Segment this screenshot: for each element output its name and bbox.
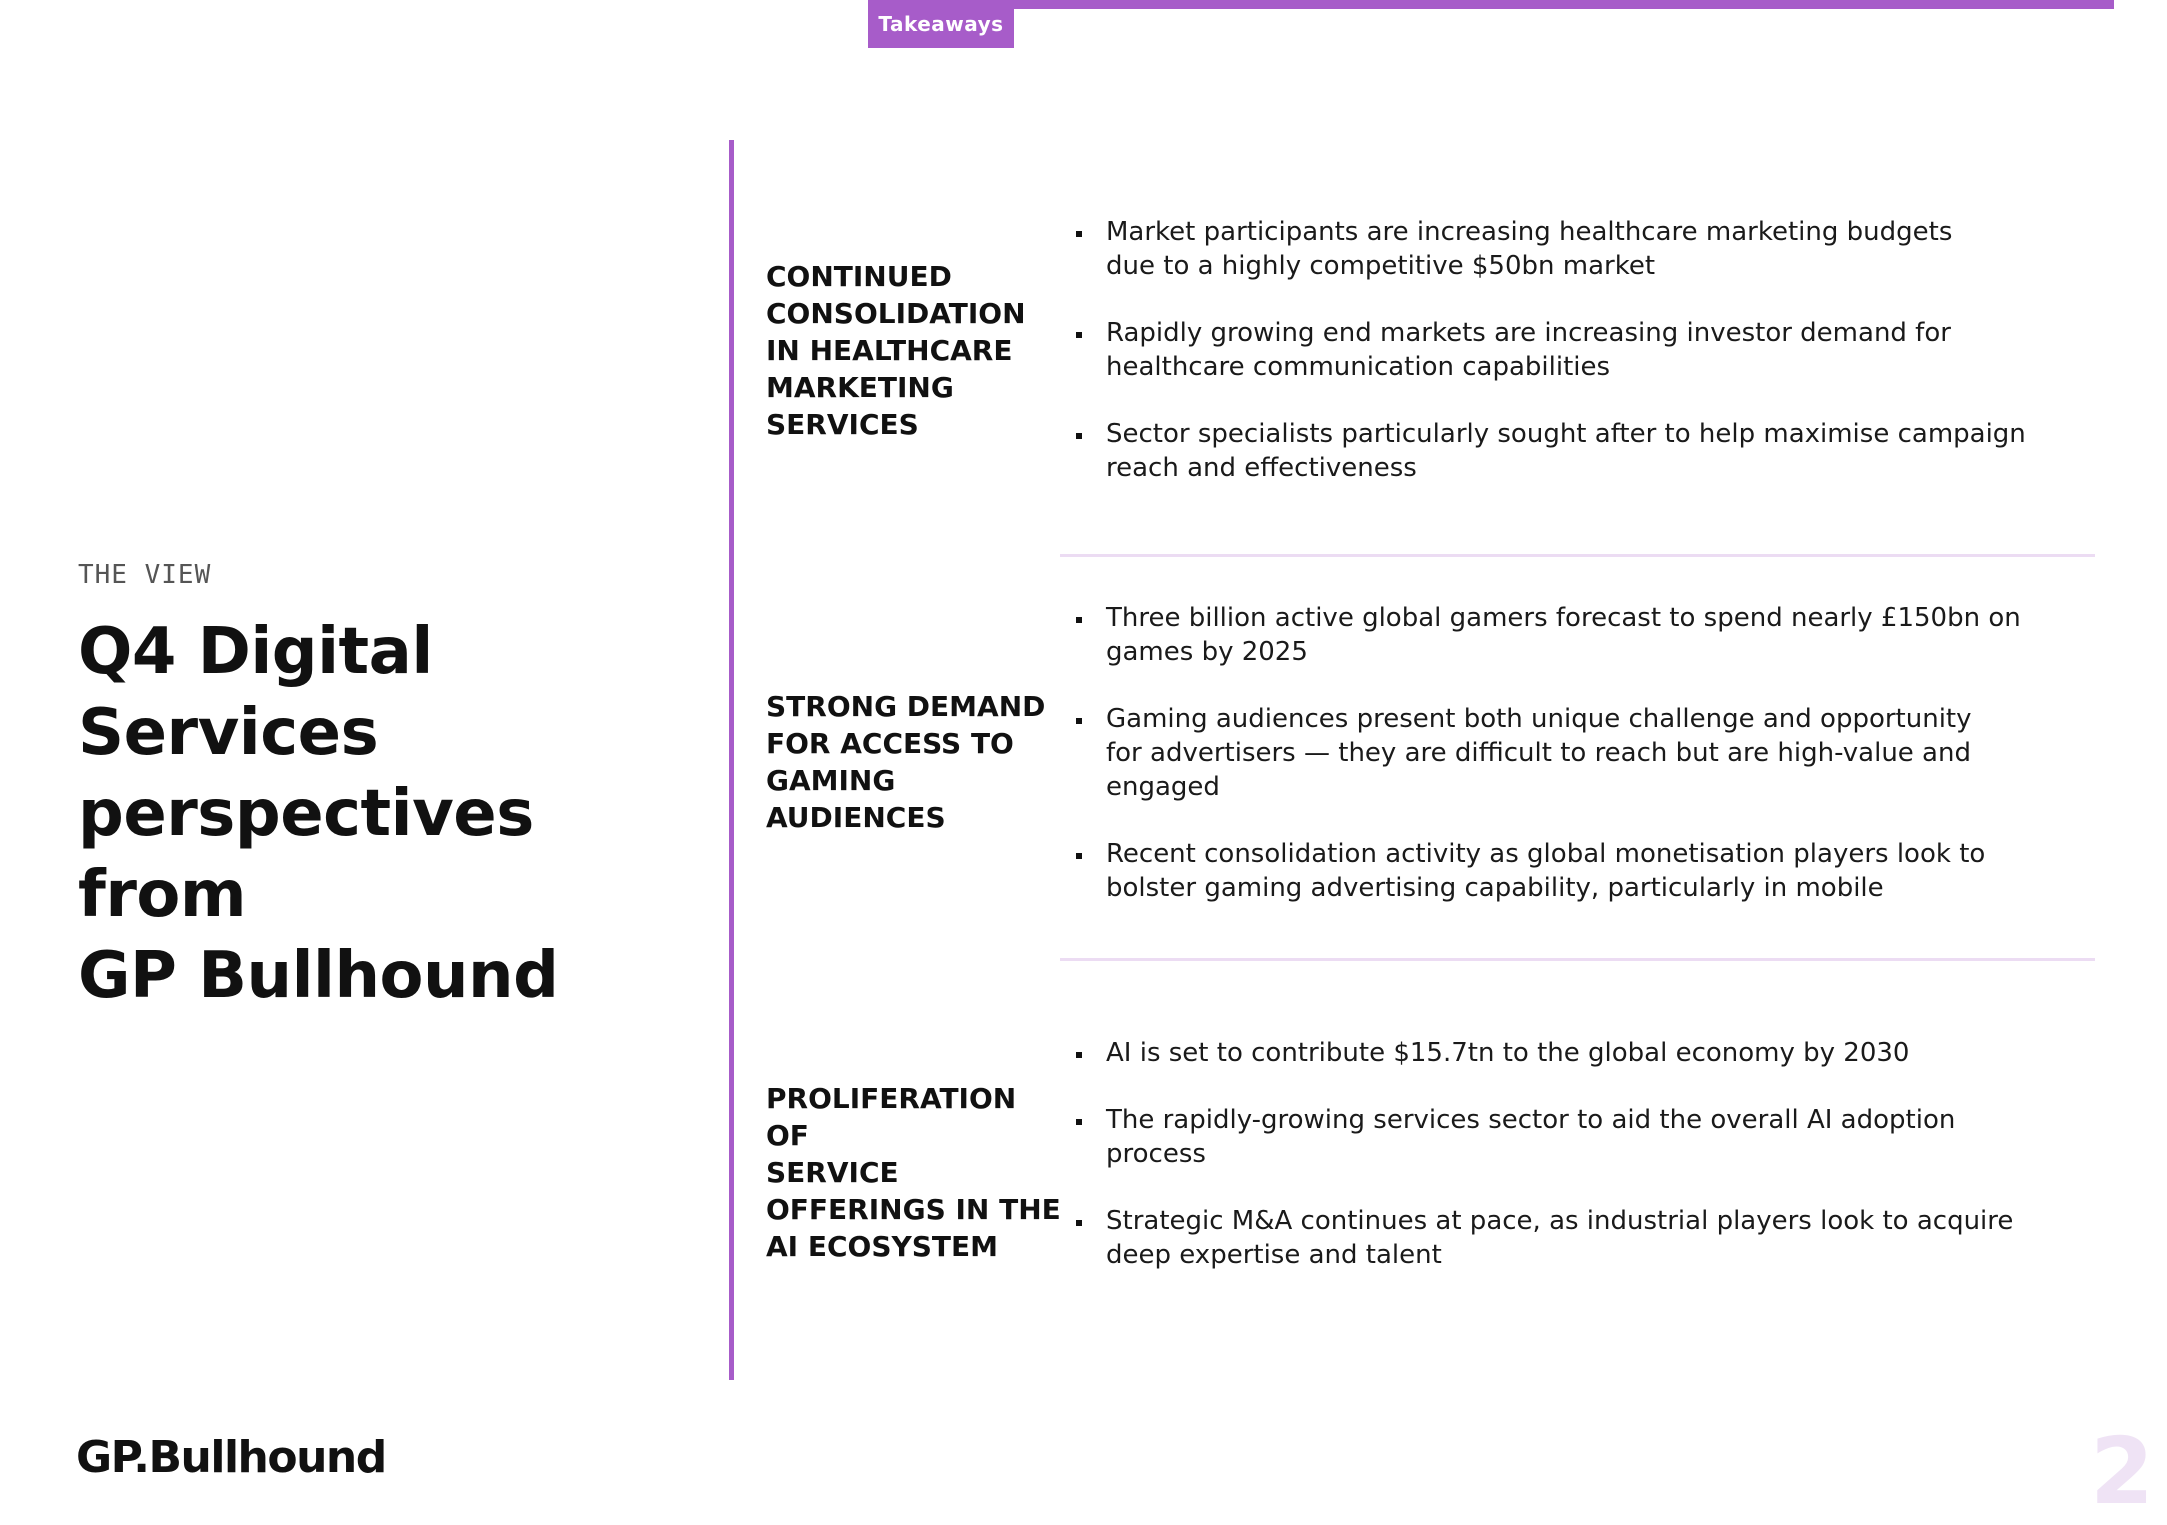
bullet-line: Gaming audiences present both unique challenge and opportunity [1106,704,1972,734]
section-heading-line: SERVICES [766,408,919,441]
bullet-icon [1076,617,1082,623]
bullet-line: deep expertise and talent [1106,1240,1442,1270]
list-item [1076,601,2106,669]
section-heading-line: STRONG DEMAND [766,690,1046,723]
bullet-icon [1076,853,1082,859]
bullet-icon [1076,332,1082,338]
top-accent-bar [868,0,2114,9]
section-heading-line: AI ECOSYSTEM [766,1230,999,1263]
page-title-line: GP Bullhound [78,939,559,1013]
section-heading-line: AUDIENCES [766,801,946,834]
title-block [78,560,718,1017]
tab-takeaways[interactable]: Takeaways [868,0,1014,48]
section-heading-line: MARKETING [766,371,954,404]
bullet-icon [1076,231,1082,237]
bullet-icon [1076,1119,1082,1125]
bullet-line: process [1106,1139,1206,1169]
bullet-line: bolster gaming advertising capability, particularly in mobile [1106,873,1884,903]
list-item [1076,702,2106,804]
section-heading-line: OFFERINGS IN THE [766,1193,1061,1226]
bullet-icon [1076,433,1082,439]
company-logo: GP.Bullhound [76,1432,386,1483]
bullet-line: reach and effectiveness [1106,453,1417,483]
page-title-line: perspectives from [78,777,534,932]
section-heading-line: FOR ACCESS TO [766,727,1014,760]
section-heading-line: GAMING [766,764,896,797]
page-number: 2 [2090,1418,2155,1525]
bullet-line: The rapidly-growing services sector to aid the overall AI adoption [1106,1105,1956,1135]
list-item [1076,1103,2106,1171]
bullet-icon [1076,718,1082,724]
section-heading [766,258,1066,443]
section-heading-line: CONSOLIDATION [766,297,1026,330]
bullet-list [1076,601,2106,905]
section-heading-line: IN HEALTHCARE [766,334,1013,367]
list-item [1076,316,2106,384]
bullet-line: games by 2025 [1106,637,1308,667]
list-item [1076,1036,2106,1070]
section-divider [1060,554,2095,557]
kicker-label: THE VIEW [78,560,212,590]
page-title [78,612,718,1017]
bullet-line: AI is set to contribute $15.7tn to the global economy by 2030 [1106,1038,1910,1068]
bullet-line: engaged [1106,772,1220,802]
bullet-line: Strategic M&A continues at pace, as industrial players look to acquire [1106,1206,2014,1236]
section-heading-line: SERVICE [766,1156,899,1189]
list-item [1076,1204,2106,1272]
section-divider [1060,958,2095,961]
section-heading-line: CONTINUED [766,260,952,293]
bullet-line: for advertisers — they are difficult to reach but are high-value and [1106,738,1971,768]
bullet-line: Sector specialists particularly sought after to help maximise campaign [1106,419,2026,449]
vertical-divider [729,140,734,1380]
bullet-line: Market participants are increasing healthcare marketing budgets [1106,217,1953,247]
bullet-line: healthcare communication capabilities [1106,352,1611,382]
section-heading [766,1080,1066,1265]
bullet-line: Rapidly growing end markets are increasing investor demand for [1106,318,1951,348]
bullet-icon [1076,1220,1082,1226]
page-title-line: Q4 Digital Services [78,615,433,770]
bullet-line: due to a highly competitive $50bn market [1106,251,1656,281]
list-item [1076,417,2106,485]
bullet-list [1076,1036,2106,1272]
list-item [1076,837,2106,905]
section-heading [766,688,1066,836]
list-item [1076,215,2106,283]
bullet-line: Recent consolidation activity as global monetisation players look to [1106,839,1986,869]
section-heading-line: PROLIFERATION OF [766,1082,1017,1152]
bullet-line: Three billion active global gamers forecast to spend nearly £150bn on [1106,603,2021,633]
bullet-icon [1076,1052,1082,1058]
bullet-list [1076,215,2106,485]
